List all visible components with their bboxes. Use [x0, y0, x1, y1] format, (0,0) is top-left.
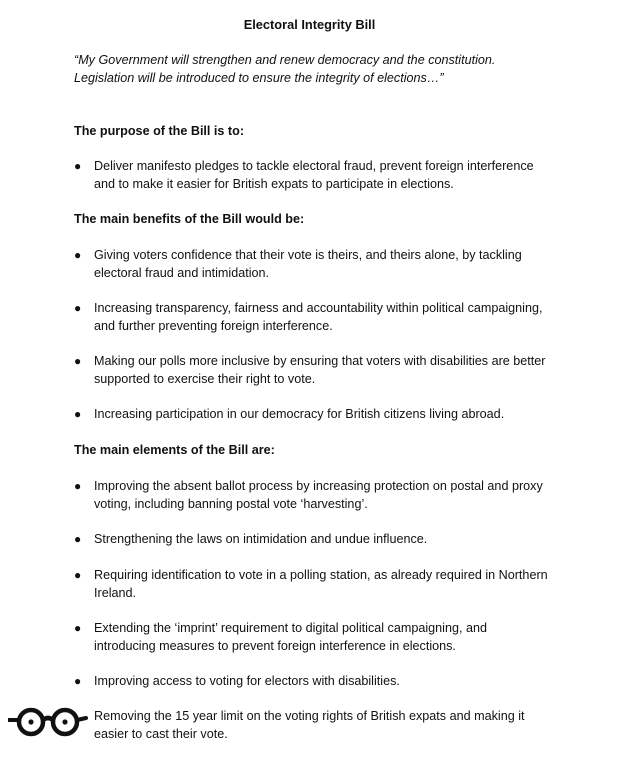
- item-line: easier to cast their vote.: [94, 726, 228, 741]
- quote-line: Legislation will be introduced to ensure the integrity of elections…”: [74, 70, 444, 85]
- bullet-icon: ●: [74, 248, 82, 262]
- item-line: Making our polls more inclusive by ensuring that voters with disabilities are better: [94, 354, 546, 368]
- bullet-icon: ●: [74, 354, 82, 368]
- bullet-icon: ●: [74, 407, 82, 421]
- item-line: Giving voters confidence that their vote is theirs, and theirs alone, by tackling: [94, 248, 522, 262]
- document-title: Electoral Integrity Bill: [243, 17, 376, 32]
- bullet-icon: ●: [74, 301, 82, 315]
- item-line: introducing measures to prevent foreign interference in elections.: [94, 638, 456, 653]
- quote-line: “My Government will strengthen and renew democracy and the constitution.: [74, 53, 496, 67]
- item-line: supported to exercise their right to vote.: [94, 371, 316, 386]
- item-line: and to make it easier for British expats to participate in elections.: [94, 176, 454, 191]
- bullet-icon: ●: [74, 674, 82, 688]
- item-line: Deliver manifesto pledges to tackle electoral fraud, prevent foreign interference: [94, 159, 534, 173]
- item-line: Requiring identification to vote in a polling station, as already required in Northern: [94, 568, 548, 582]
- item-line: Increasing transparency, fairness and accountability within political campaigning,: [94, 301, 543, 315]
- bullet-icon: ●: [74, 532, 82, 546]
- item-line: electoral fraud and intimidation.: [94, 265, 270, 280]
- bullet-icon: ●: [74, 479, 82, 493]
- elements-heading: The main elements of the Bill are:: [74, 443, 275, 457]
- purpose-heading: The purpose of the Bill is to:: [74, 124, 245, 138]
- glasses-icon: [8, 705, 88, 739]
- item-line: Strengthening the laws on intimidation and undue influence.: [94, 532, 428, 546]
- kings-speech-quote: [74, 52, 594, 87]
- item-line: and further preventing foreign interference.: [94, 318, 333, 333]
- item-line: Extending the ‘imprint’ requirement to digital political campaigning, and: [94, 621, 487, 635]
- bullet-icon: ●: [74, 621, 82, 635]
- bullet-icon: ●: [74, 159, 82, 173]
- item-line: Removing the 15 year limit on the voting rights of British expats and making it: [94, 709, 525, 723]
- item-line: Improving the absent ballot process by increasing protection on postal and proxy: [94, 479, 543, 493]
- item-line: Ireland.: [94, 585, 137, 600]
- item-line: voting, including banning postal vote ‘harvesting’.: [94, 496, 368, 511]
- item-line: Increasing participation in our democracy for British citizens living abroad.: [94, 407, 505, 421]
- item-line: Improving access to voting for electors with disabilities.: [94, 674, 400, 688]
- benefits-heading: The main benefits of the Bill would be:: [74, 212, 305, 226]
- bullet-icon: ●: [74, 568, 82, 582]
